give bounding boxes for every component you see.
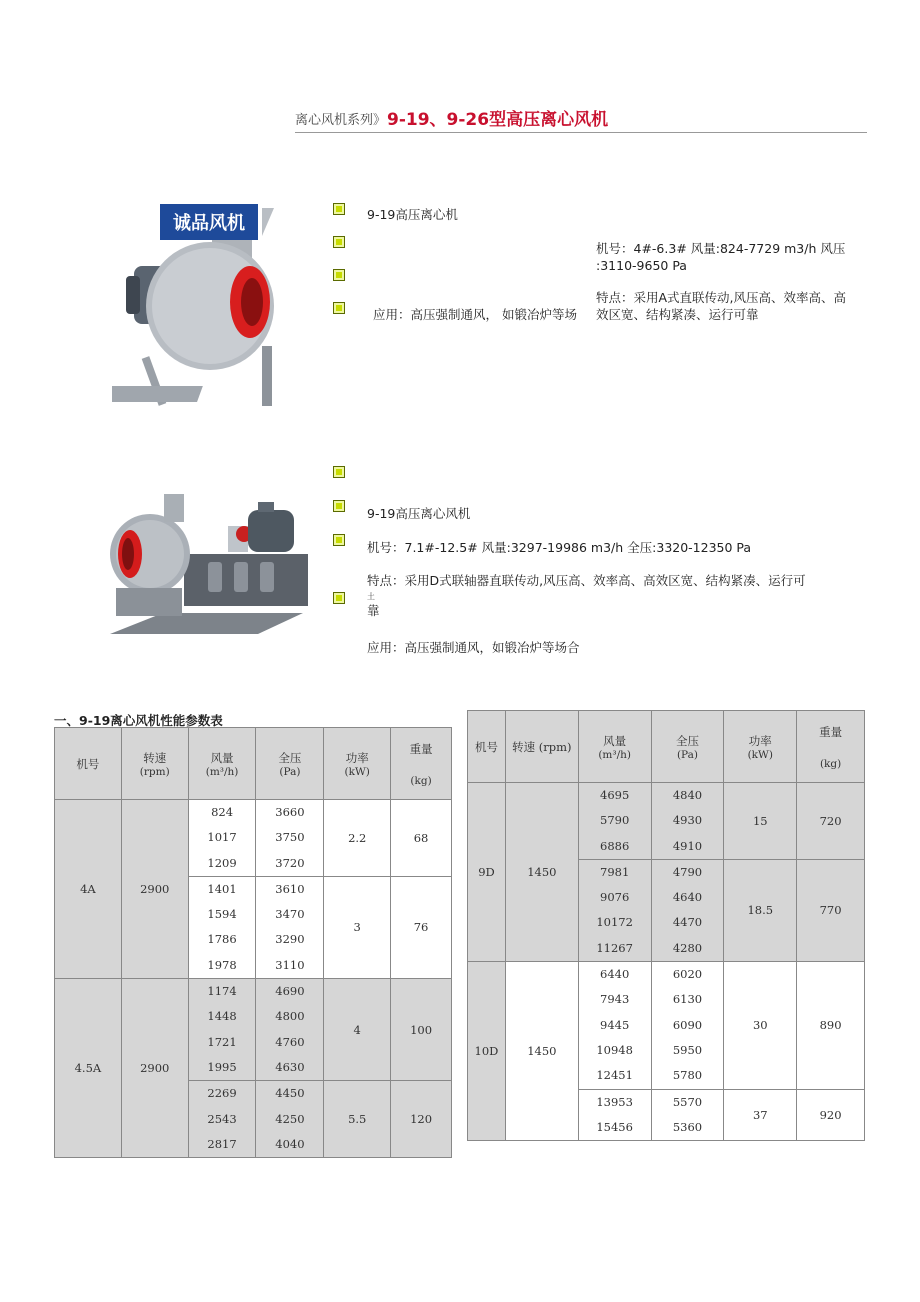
bullet-icon [333,236,345,248]
flow-cell: 4695 5790 6886 [578,783,651,860]
header-model: 机号 [468,711,506,783]
weight-cell: 68 [391,800,452,877]
pressure-cell: 4690 4800 4760 4630 [256,979,324,1081]
model-cell: 4A [55,800,122,979]
header-speed: 转速 (rpm) [121,728,188,800]
model-cell: 10D [468,962,506,1141]
header-weight: 重量 (kg) [797,711,865,783]
speed-cell: 1450 [505,783,578,962]
power-cell: 37 [724,1089,797,1141]
bullet-icon [333,466,345,478]
bullet-icon [333,592,345,604]
right-spec-table [467,710,865,1141]
header-flow: 风量 (m³/h) [188,728,256,800]
left-spec-table [54,727,452,1158]
weight-cell: 120 [391,1081,452,1158]
weight-cell: 720 [797,783,865,860]
header-model: 机号 [55,728,122,800]
flow-cell: 1401 1594 1786 1978 [188,876,256,978]
table-row [55,979,452,1081]
speed-cell: 2900 [121,800,188,979]
weight-cell: 920 [797,1089,865,1141]
speed-cell: 2900 [121,979,188,1158]
product1-usage: 应用：高压强制通风， 如锻冶炉等场 [373,307,577,322]
product2-model: 机号：7.1#-12.5# 风量:3297-19986 m3/h 全压:3320-12350 Pa [367,540,752,555]
pressure-cell: 6020 6130 6090 5950 5780 [651,962,724,1089]
power-cell: 5.5 [324,1081,391,1158]
flow-cell: 1174 1448 1721 1995 [188,979,256,1081]
pressure-cell: 5570 5360 [651,1089,724,1141]
product2-usage: 应用：高压强制通风，如锻冶炉等场合 [367,640,580,655]
header-pressure: 全压 (Pa) [256,728,324,800]
pressure-cell: 4840 4930 4910 [651,783,724,860]
model-cell: 9D [468,783,506,962]
product1-feature: 特点：采用A式直联传动,风压高、效率高、高 [596,290,847,305]
table-row [55,800,452,877]
flow-cell: 13953 15456 [578,1089,651,1141]
table-header-row [55,728,452,800]
flow-cell: 6440 7943 9445 10948 12451 [578,962,651,1089]
logo-text: 诚品风机 [173,213,245,234]
pressure-cell: 3610 3470 3290 3110 [256,876,324,978]
bullet-icon [333,302,345,314]
product2-image [108,488,320,648]
header-weight: 重量 (kg) [391,728,452,800]
header-flow: 风量 (m³/h) [578,711,651,783]
flow-cell: 2269 2543 2817 [188,1081,256,1158]
pressure-cell: 4450 4250 4040 [256,1081,324,1158]
page-title: 9-19、9-26型高压离心风机 [387,110,609,130]
model-cell: 4.5A [55,979,122,1158]
product1-model: 机号：4#-6.3# 风量:824-7729 m3/h 风压 [596,241,846,256]
product1-feature-cont: 效区宽、结构紧凑、运行可靠 [596,307,759,322]
weight-cell: 100 [391,979,452,1081]
product2-feature-mark: 土 [367,592,375,601]
table-title: 一、9-19离心风机性能参数表 [54,713,223,728]
flow-cell: 7981 9076 10172 11267 [578,859,651,961]
bullet-icon [333,269,345,281]
header-power: 功率 (kW) [724,711,797,783]
header-pressure: 全压 (Pa) [651,711,724,783]
table-row [468,962,865,1089]
weight-cell: 770 [797,859,865,961]
pressure-cell: 3660 3750 3720 [256,800,324,877]
bullet-icon [333,500,345,512]
weight-cell: 890 [797,962,865,1089]
flow-cell: 824 1017 1209 [188,800,256,877]
power-cell: 15 [724,783,797,860]
product2-name: 9-19高压离心风机 [367,506,471,521]
power-cell: 3 [324,876,391,978]
product2-feature: 特点：采用D式联轴器直联传动,风压高、效率高、高效区宽、结构紧凑、运行可 [367,573,806,588]
table-header-row [468,711,865,783]
product2-feature-cont: 靠 [367,603,380,618]
header-speed: 转速 (rpm) [505,711,578,783]
power-cell: 30 [724,962,797,1089]
product1-pressure: :3110-9650 Pa [596,258,687,273]
header-power: 功率 (kW) [324,728,391,800]
bullet-icon [333,534,345,546]
weight-cell: 76 [391,876,452,978]
product1-image [112,196,282,426]
bullet-icon [333,203,345,215]
power-cell: 2.2 [324,800,391,877]
pressure-cell: 4790 4640 4470 4280 [651,859,724,961]
product1-name: 9-19高压离心机 [367,207,458,222]
series-label: 离心风机系列》 [295,113,387,128]
page-header [295,108,867,133]
power-cell: 4 [324,979,391,1081]
table-row [468,783,865,860]
power-cell: 18.5 [724,859,797,961]
speed-cell: 1450 [505,962,578,1141]
